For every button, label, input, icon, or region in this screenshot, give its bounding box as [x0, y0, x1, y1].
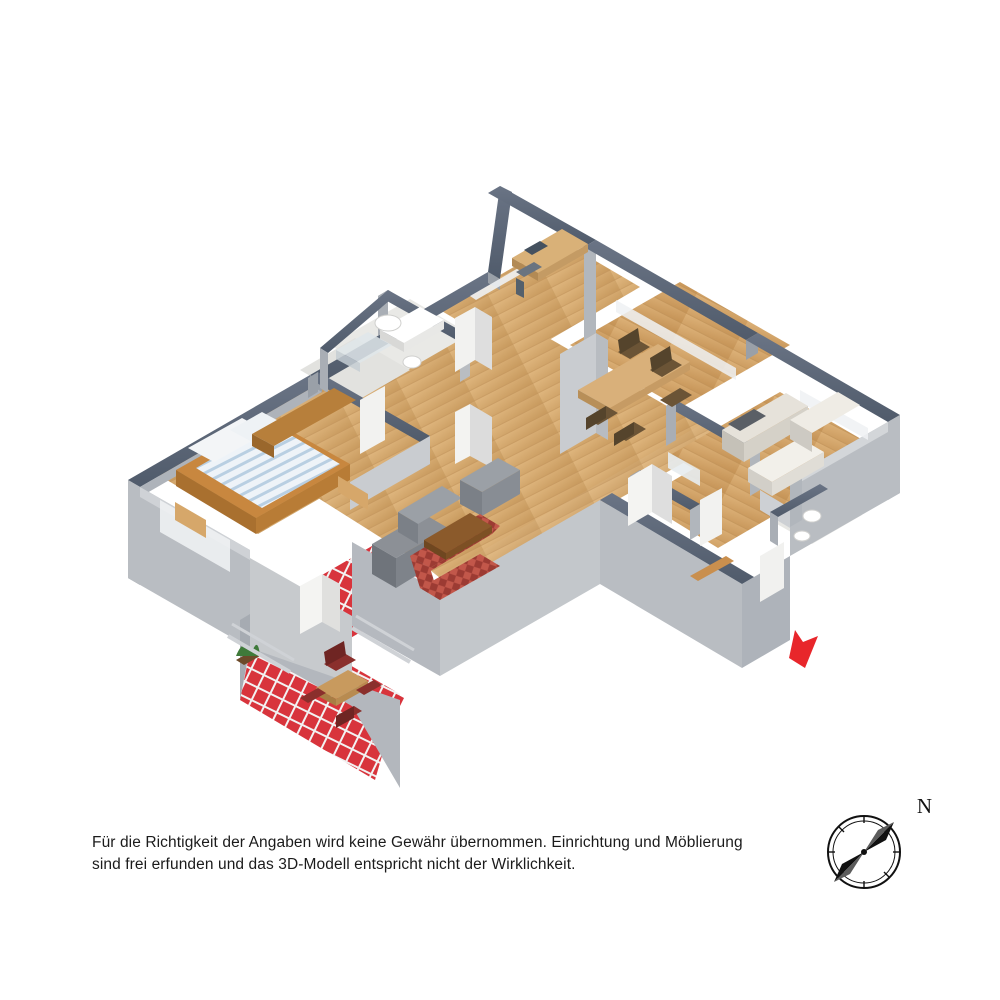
furniture-toilet — [403, 356, 421, 368]
furniture-washbasin — [375, 315, 401, 331]
entrance-arrow — [789, 630, 818, 668]
disclaimer-line-1: Für die Richtigkeit der Angaben wird keine Gewähr übernommen. Einrichtung und Möblierung — [92, 834, 743, 851]
disclaimer-line-2: sind frei erfunden und das 3D-Modell entspricht nicht der Wirklichkeit. — [92, 856, 576, 874]
disclaimer-text — [92, 832, 782, 877]
compass-rose — [806, 790, 934, 900]
compass-north-label: N — [916, 794, 932, 818]
compass-rose-icon — [806, 790, 934, 900]
